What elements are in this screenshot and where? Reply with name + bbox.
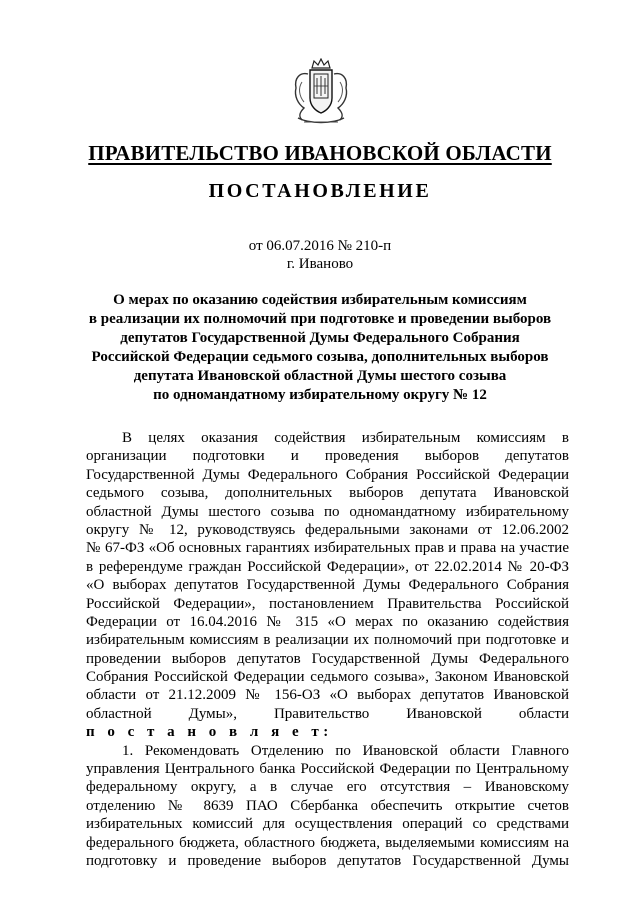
body-line: седьмого созыва, дополнительных выборов депутата Ивановской [86,485,569,502]
document-subject [80,291,560,405]
body-line: Собрания Российской Федерации седьмого созыва», Законом Ивановской [86,669,569,686]
subject-line: в реализации их полномочий при подготовке и проведении выборов [88,311,552,327]
body-line: областной Думы шестого созыва по одномандатному избирательному [86,503,569,520]
body-line: организации подготовки и проведения выборов депутатов [86,448,569,465]
body-line: Федерации от 16.04.2016 № 315 «О мерах по оказанию содействия [86,613,569,630]
organization-title: ПРАВИТЕЛЬСТВО ИВАНОВСКОЙ ОБЛАСТИ [88,141,552,165]
body-line: «О выборах депутатов Государственной Думы Федерального Собрания [86,577,569,594]
subject-line: по одномандатному избирательному округу № 12 [153,387,487,403]
body-line: округу № 12, руководствуясь федеральными законами от 12.06.2002 [86,521,569,538]
body-line: Государственной Думы Федерального Собрания Российской Федерации [86,466,569,483]
coat-of-arms-icon [290,58,352,126]
body-line: избирательных комиссий для осуществления операций со средствами [86,816,569,833]
body-line: федерального бюджета, областного бюджета, выделяемыми комиссиям на [86,834,569,851]
body-line: подготовку и проведение выборов депутатов Государственной Думы [86,852,569,869]
body-line: 1. Рекомендовать Отделению по Ивановской области Главного [122,742,569,759]
subject-line: Российской Федерации седьмого созыва, дополнительных выборов [91,349,549,365]
resolution-word: п о с т а н о в л я е т: [86,724,333,741]
subject-line: депутата Ивановской областной Думы шестого созыва [133,368,507,384]
subject-line: депутатов Государственной Думы Федерального Собрания [120,330,520,346]
document-body [86,429,569,870]
body-line: Российской Федерации», постановлением Правительства Российской [86,595,569,612]
body-line: управления Центрального банка Российской Федерации по Центральному [86,761,569,778]
body-line: федеральному округу, а в случае его отсутствия – Ивановскому [86,779,569,796]
body-line: в референдуме граждан Российской Федерации», от 22.02.2014 № 20-ФЗ [86,558,569,575]
body-line: проведении выборов депутатов Государственной Думы Федерального [86,650,569,667]
subject-line: О мерах по оказанию содействия избирательным комиссиям [113,292,527,308]
body-line: области от 21.12.2009 № 156-ОЗ «О выборах депутатов Ивановской [86,687,569,704]
document-type: ПОСТАНОВЛЕНИЕ [208,180,432,202]
document-city: г. Иваново [286,256,354,272]
body-line: областной Думы», Правительство Ивановской области [86,705,569,722]
body-line: избирательным комиссиям в реализации их полномочий при подготовке и [86,632,569,649]
body-line: отделению № 8639 ПАО Сбербанка обеспечить открытие счетов [86,797,569,814]
body-line: В целях оказания содействия избирательным комиссиям в [122,430,569,446]
body-line: № 67-ФЗ «Об основных гарантиях избирательных прав и права на участие [86,540,569,557]
document-date-number: от 06.07.2016 № 210-п [248,238,392,254]
